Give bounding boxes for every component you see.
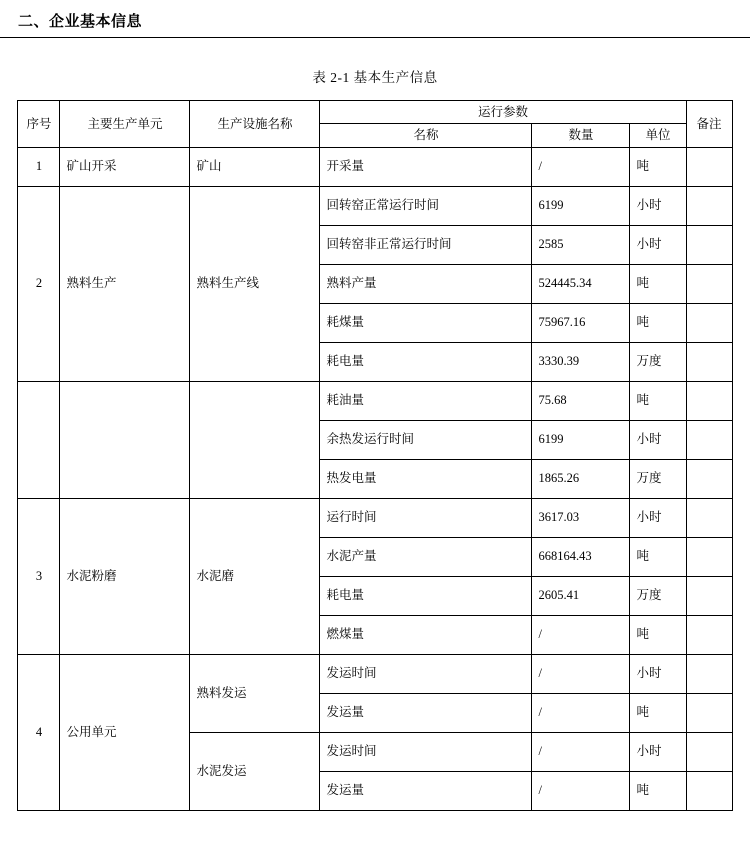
cell-remark	[686, 498, 732, 537]
header-param-unit: 单位	[630, 124, 686, 147]
cell-param-qty: 6199	[532, 420, 630, 459]
table-header-row-1	[18, 101, 732, 124]
header-param-qty: 数量	[532, 124, 630, 147]
cell-remark	[686, 693, 732, 732]
cell-param-qty: 2605.41	[532, 576, 630, 615]
cell-remark	[686, 147, 732, 186]
cell-param-qty: /	[532, 732, 630, 771]
header-facility: 生产设施名称	[190, 101, 320, 148]
cell-param-unit: 吨	[630, 693, 686, 732]
cell-param-name: 开采量	[320, 147, 532, 186]
cell-remark	[686, 615, 732, 654]
cell-param-unit: 吨	[630, 771, 686, 810]
cell-no: 2	[18, 186, 60, 381]
header-params-group: 运行参数	[320, 101, 686, 124]
cell-param-name: 耗煤量	[320, 303, 532, 342]
table-caption: 表 2-1 基本生产信息	[312, 70, 438, 85]
cell-no: 3	[18, 498, 60, 654]
header-no: 序号	[18, 101, 60, 148]
table-row	[18, 654, 732, 693]
cell-param-qty: 6199	[532, 186, 630, 225]
table-row	[18, 147, 732, 186]
cell-no: 4	[18, 654, 60, 810]
cell-param-qty: 668164.43	[532, 537, 630, 576]
cell-remark	[686, 186, 732, 225]
cell-param-qty: /	[532, 771, 630, 810]
cell-unit: 熟料生产	[60, 186, 190, 381]
cell-param-unit: 小时	[630, 654, 686, 693]
cell-param-unit: 万度	[630, 342, 686, 381]
cell-unit: 水泥粉磨	[60, 498, 190, 654]
cell-unit	[60, 381, 190, 498]
cell-remark	[686, 576, 732, 615]
table-row	[18, 498, 732, 537]
cell-remark	[686, 459, 732, 498]
cell-param-name: 发运时间	[320, 654, 532, 693]
cell-param-qty: /	[532, 654, 630, 693]
cell-facility: 水泥发运	[190, 732, 320, 810]
cell-facility	[190, 381, 320, 498]
cell-unit: 公用单元	[60, 654, 190, 810]
header-remark: 备注	[686, 101, 732, 148]
cell-remark	[686, 732, 732, 771]
cell-param-qty: /	[532, 693, 630, 732]
cell-param-unit: 吨	[630, 537, 686, 576]
cell-remark	[686, 771, 732, 810]
cell-param-name: 熟料产量	[320, 264, 532, 303]
cell-param-name: 发运时间	[320, 732, 532, 771]
cell-param-unit: 吨	[630, 381, 686, 420]
cell-param-name: 发运量	[320, 693, 532, 732]
cell-unit: 矿山开采	[60, 147, 190, 186]
cell-param-name: 耗油量	[320, 381, 532, 420]
cell-remark	[686, 654, 732, 693]
header-unit: 主要生产单元	[60, 101, 190, 148]
cell-param-unit: 吨	[630, 303, 686, 342]
cell-param-qty: 2585	[532, 225, 630, 264]
cell-param-unit: 吨	[630, 264, 686, 303]
table-row	[18, 186, 732, 225]
cell-param-name: 余热发运行时间	[320, 420, 532, 459]
cell-param-qty: 524445.34	[532, 264, 630, 303]
cell-param-name: 发运量	[320, 771, 532, 810]
cell-param-qty: 1865.26	[532, 459, 630, 498]
cell-param-name: 水泥产量	[320, 537, 532, 576]
cell-param-qty: /	[532, 615, 630, 654]
cell-remark	[686, 225, 732, 264]
cell-param-name: 运行时间	[320, 498, 532, 537]
cell-remark	[686, 342, 732, 381]
cell-param-unit: 小时	[630, 498, 686, 537]
cell-param-unit: 吨	[630, 615, 686, 654]
cell-facility: 水泥磨	[190, 498, 320, 654]
cell-param-qty: /	[532, 147, 630, 186]
cell-param-name: 耗电量	[320, 576, 532, 615]
cell-param-unit: 万度	[630, 576, 686, 615]
cell-param-unit: 小时	[630, 732, 686, 771]
heading-divider	[0, 37, 750, 38]
cell-param-unit: 小时	[630, 186, 686, 225]
cell-no	[18, 381, 60, 498]
header-param-name: 名称	[320, 124, 532, 147]
cell-param-qty: 3617.03	[532, 498, 630, 537]
production-info-table	[17, 100, 732, 811]
cell-param-unit: 小时	[630, 225, 686, 264]
cell-remark	[686, 537, 732, 576]
cell-param-qty: 75967.16	[532, 303, 630, 342]
cell-param-unit: 万度	[630, 459, 686, 498]
cell-no: 1	[18, 147, 60, 186]
table-body	[18, 147, 732, 810]
cell-remark	[686, 420, 732, 459]
cell-remark	[686, 381, 732, 420]
cell-remark	[686, 303, 732, 342]
cell-param-name: 热发电量	[320, 459, 532, 498]
cell-remark	[686, 264, 732, 303]
cell-facility: 熟料生产线	[190, 186, 320, 381]
cell-param-name: 回转窑非正常运行时间	[320, 225, 532, 264]
cell-facility: 矿山	[190, 147, 320, 186]
cell-param-name: 回转窑正常运行时间	[320, 186, 532, 225]
cell-param-unit: 小时	[630, 420, 686, 459]
table-row	[18, 381, 732, 420]
section-heading: 二、企业基本信息	[18, 13, 143, 30]
cell-param-unit: 吨	[630, 147, 686, 186]
cell-param-qty: 75.68	[532, 381, 630, 420]
cell-param-name: 燃煤量	[320, 615, 532, 654]
cell-facility: 熟料发运	[190, 654, 320, 732]
cell-param-qty: 3330.39	[532, 342, 630, 381]
cell-param-name: 耗电量	[320, 342, 532, 381]
